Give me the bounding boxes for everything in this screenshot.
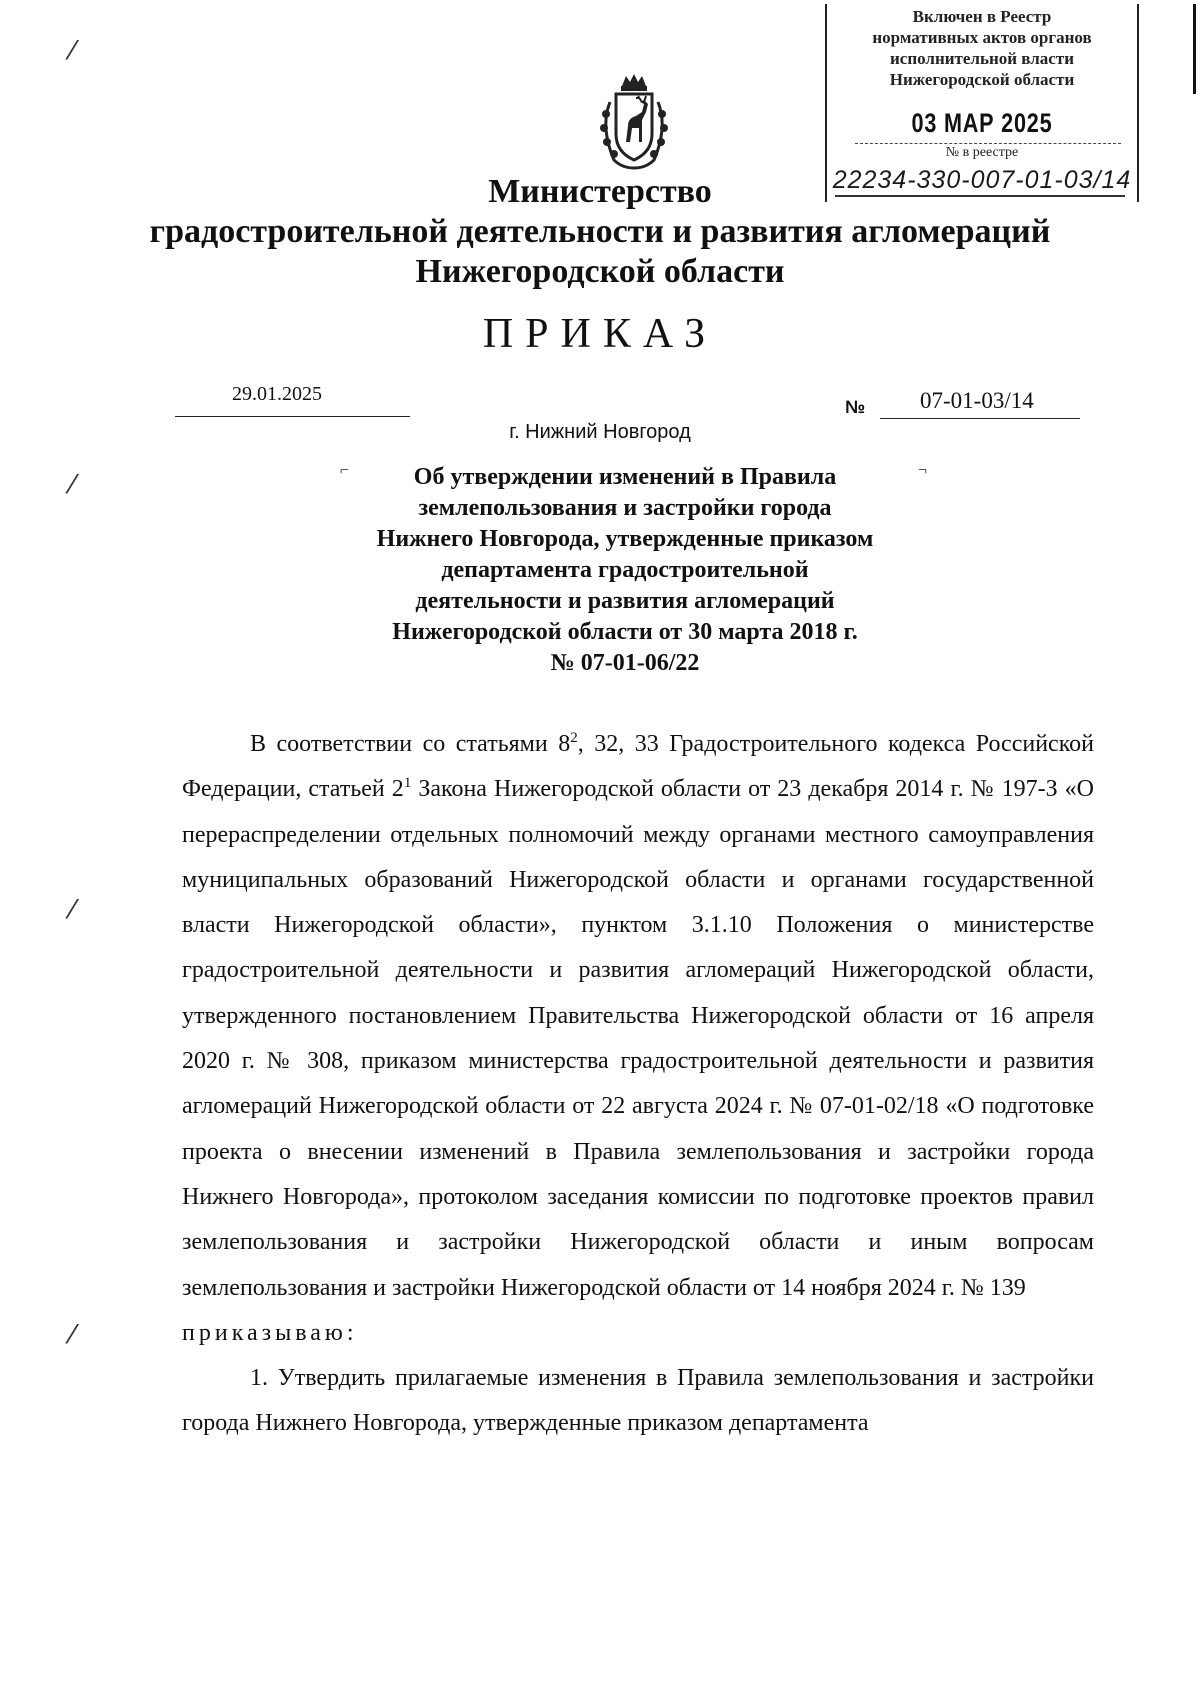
order-word: приказываю: xyxy=(182,1319,358,1346)
stamp-line: нормативных актов органов xyxy=(872,28,1092,47)
body-text: В соответствии со статьями 8 xyxy=(250,731,571,757)
subject-line: № 07-01-06/22 xyxy=(550,650,700,676)
body-paragraph-1 xyxy=(182,722,1094,1311)
ministry-name-line2: градостроительной деятельности и развития агломераций xyxy=(149,213,1051,250)
stamp-line: Включен в Реестр xyxy=(912,7,1052,26)
body-text: Закона Нижегородской области от 23 декабря 2014 г. № 197-З «О перераспределении отдельных полномочий между органами местного самоуправления муниципальных образований Нижегородской области и органами государственной власти Нижегородской области», пунктом 3.1.10 Положения о министерстве градостроительной деятельности и развития агломераций Нижегородской области, утвержденного постановлением Правительства Нижегородской области от 16 апреля 2020 г. № 308, приказом министерства градостроительной деятельности и развития агломераций Нижегородской области от 22 августа 2024 г. № 07-01-02/18 «О подготовке проекта о внесении изменений в Правила землепользования и застройки города Нижнего Новгорода», протоколом заседания комиссии по подготовке проектов правил землепользования и застройки Нижегородской области и иным вопросам землепользования и застройки Нижегородской области от 14 ноября 2024 г. № 139 xyxy=(182,776,1094,1301)
superscript: 1 xyxy=(403,775,412,792)
subject-line: землепользования и застройки города xyxy=(418,495,832,521)
number-sign: № xyxy=(845,397,866,417)
subject-line: департамента градостроительной xyxy=(441,557,809,583)
margin-tick-mark: ⁄ xyxy=(70,1320,75,1350)
stamp-number-label: № в реестре xyxy=(945,145,1019,160)
ministry-name-line3: Нижегородской области xyxy=(415,253,785,290)
order-word-line xyxy=(182,1311,1094,1356)
document-subject xyxy=(360,462,890,679)
document-type: ПРИКАЗ xyxy=(482,311,718,357)
stamp-date: 03 МАР 2025 xyxy=(911,108,1053,138)
subject-corner-mark-right: ¬ xyxy=(918,462,928,479)
subject-line: Об утверждении изменений в Правила xyxy=(413,464,837,490)
stamp-divider xyxy=(855,143,1121,144)
subject-corner-mark-left: ⌐ xyxy=(340,462,350,479)
document-city: г. Нижний Новгород xyxy=(509,421,691,443)
number-underline xyxy=(880,418,1080,419)
subject-line: Нижегородской области от 30 марта 2018 г. xyxy=(392,619,858,645)
subject-line: Нижнего Новгорода, утвержденные приказом xyxy=(376,526,874,552)
coat-of-arms-icon xyxy=(592,72,676,172)
stamp-line: Нижегородской области xyxy=(889,70,1075,89)
margin-tick-mark: ⁄ xyxy=(70,470,75,500)
margin-tick-mark: ⁄ xyxy=(70,36,75,66)
document-body xyxy=(182,722,1094,1447)
body-paragraph-2: 1. Утвердить прилагаемые изменения в Правила землепользования и застройки города Нижнего Новгорода, утвержденные приказом департамента xyxy=(182,1365,1094,1437)
stamp-line: исполнительной власти xyxy=(890,49,1074,68)
document-date: 29.01.2025 xyxy=(232,383,322,405)
subject-line: деятельности и развития агломераций xyxy=(415,588,835,614)
stamp-registry-number: 22234-330-007-01-03/14 xyxy=(832,166,1132,194)
scan-edge-mark xyxy=(1193,4,1196,94)
margin-tick-mark: ⁄ xyxy=(70,895,75,925)
stamp-heading xyxy=(827,6,1137,90)
ministry-name-line1: Министерство xyxy=(488,173,712,210)
document-number: 07-01-03/14 xyxy=(920,388,1034,413)
superscript: 2 xyxy=(570,730,578,746)
body-text: , 32, 33 Градостроительного кодекса Российской Федерации, статьей 2 xyxy=(182,731,1094,803)
date-underline xyxy=(175,416,410,417)
